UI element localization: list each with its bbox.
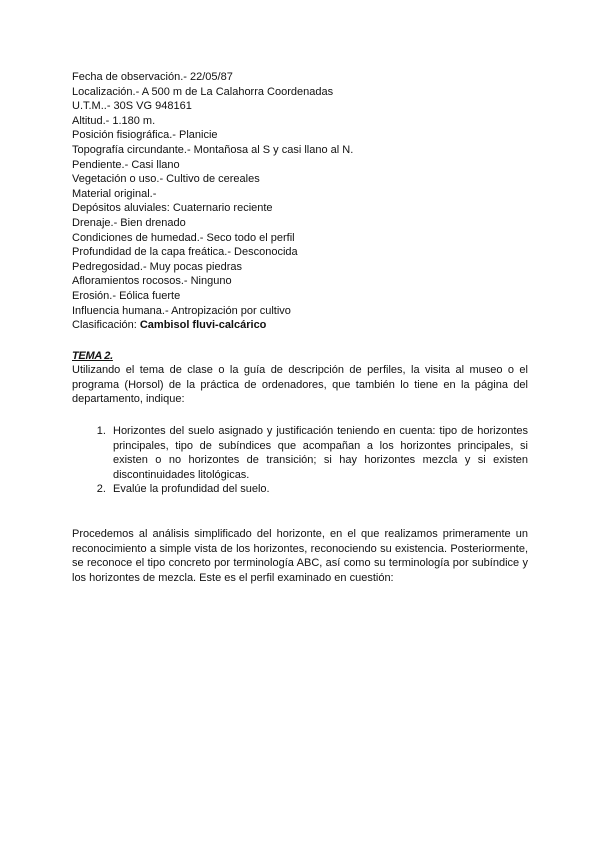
analysis-paragraph: Procedemos al análisis simplificado del horizonte, en el que realizamos primeramente un reconocimiento a simple vista de los horizontes, reconociendo su existencia. Posteriormente, se reconoce el tipo concreto por terminología ABC, así como su terminología por subíndice y los horizontes de mezcla. Este es el perfil examinado en cuestión: [72, 528, 528, 584]
field-topografia: Topografía circundante.- Montañosa al S y casi llano al N. [72, 143, 354, 156]
clasificacion-value: Cambisol fluvi-calcárico [139, 319, 267, 332]
field-clasificacion [72, 318, 528, 333]
field-utm: U.T.M..- 30S VG 948161 [72, 100, 192, 113]
field-freatica: Profundidad de la capa freática.- Desconocida [72, 246, 298, 259]
field-drenaje: Drenaje.- Bien drenado [72, 216, 186, 229]
field-material: Material original.- [72, 187, 157, 200]
field-influencia: Influencia humana.- Antropización por cultivo [72, 304, 291, 317]
clasificacion-label: Clasificación: [72, 319, 140, 332]
field-fecha: Fecha de observación.- 22/05/87 [72, 71, 233, 83]
field-posicion: Posición fisiográfica.- Planicie [72, 129, 218, 142]
field-altitud: Altitud.- 1.180 m. [72, 114, 156, 127]
question-item: 1. Horizontes del suelo asignado y justificación teniendo en cuenta: tipo de horizontes principales, tipo de subíndices que acompañan a los horizontes principales, si existen o no horizontes de transición; si hay horizontes mezcla y si existen discontinuidades litológicas. [109, 424, 528, 482]
document-page [72, 70, 528, 585]
field-depositos: Depósitos aluviales: Cuaternario reciente [72, 202, 273, 215]
question-list [72, 424, 528, 497]
field-afloramientos: Afloramientos rocosos.- Ninguno [72, 275, 232, 288]
question-item: 2. Evalúe la profundidad del suelo. [109, 482, 528, 497]
field-localizacion: Localización.- A 500 m de La Calahorra Coordenadas [72, 85, 334, 98]
field-vegetacion: Vegetación o uso.- Cultivo de cereales [72, 173, 260, 186]
field-erosion: Erosión.- Eólica fuerte [72, 289, 181, 302]
tema-heading: TEMA 2. [72, 349, 113, 362]
field-pedregosidad: Pedregosidad.- Muy pocas piedras [72, 260, 242, 273]
site-fields [72, 70, 528, 333]
field-pendiente: Pendiente.- Casi llano [72, 158, 180, 171]
field-humedad: Condiciones de humedad.- Seco todo el perfil [72, 231, 295, 244]
tema-intro: Utilizando el tema de clase o la guía de descripción de perfiles, la visita al museo o el programa (Horsol) de la práctica de ordenadores, que también lo tiene en la página del departamento, indique: [72, 364, 528, 406]
